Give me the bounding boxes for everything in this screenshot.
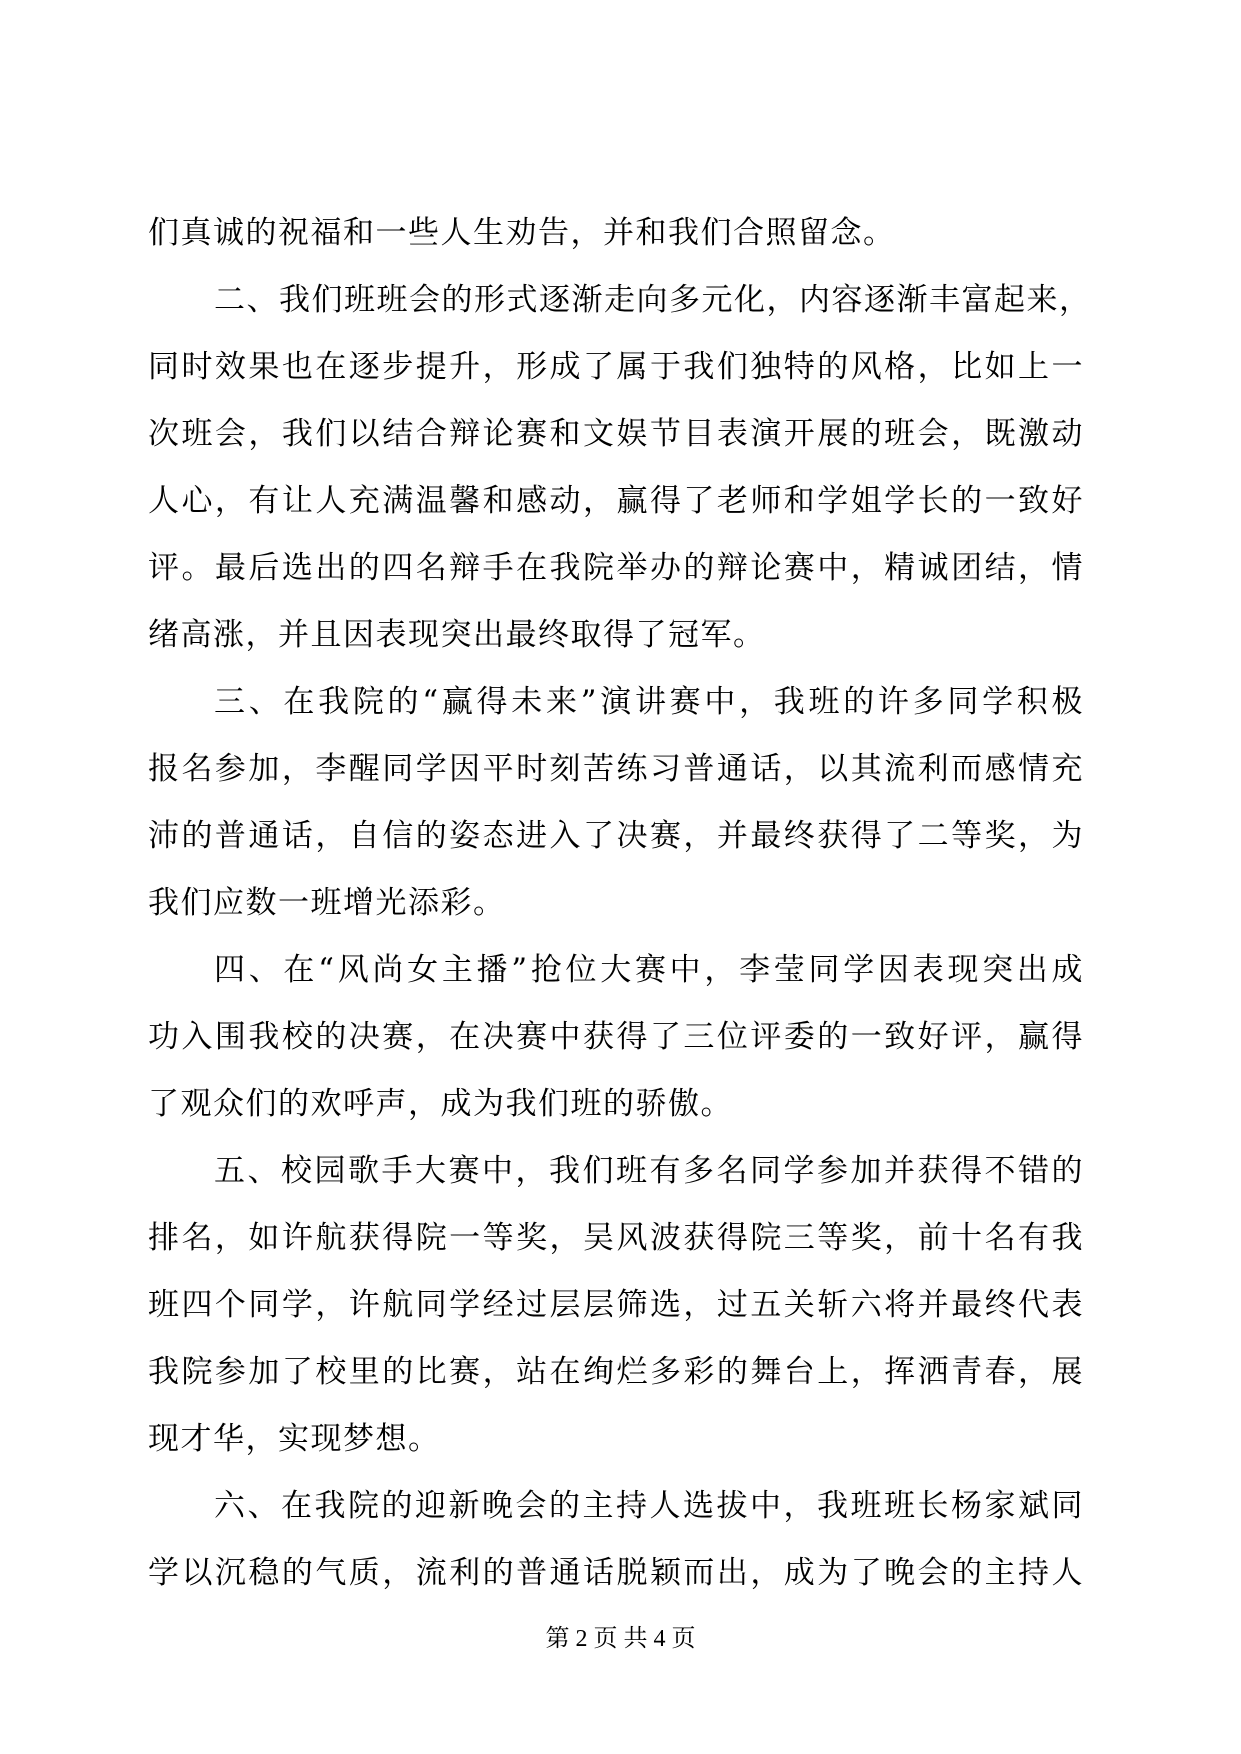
text-line: 沛的普通话，自信的姿态进入了决赛，并最终获得了二等奖，为 [148,818,1084,854]
text-line: 班四个同学，许航同学经过层层筛选，过五关斩六将并最终代表 [148,1287,1084,1323]
text-line: 排名，如许航获得院一等奖，吴风波获得院三等奖，前十名有我 [148,1220,1084,1256]
text-line: 同时效果也在逐步提升，形成了属于我们独特的风格，比如上一 [148,349,1084,385]
text-line: 们真诚的祝福和一些人生劝告，并和我们合照留念。 [148,215,896,251]
text-line: 功入围我校的决赛，在决赛中获得了三位评委的一致好评，赢得 [148,1019,1084,1055]
text-line: 了观众们的欢呼声，成为我们班的骄傲。 [148,1086,733,1122]
text-line: 六、在我院的迎新晚会的主持人选拔中，我班班长杨家斌同 [214,1488,1084,1524]
text-line: 学以沉稳的气质，流利的普通话脱颖而出，成为了晚会的主持人 [148,1555,1084,1591]
text-line: 报名参加，李醒同学因平时刻苦练习普通话，以其流利而感情充 [148,751,1084,787]
text-line: 次班会，我们以结合辩论赛和文娱节目表演开展的班会，既激动 [148,416,1084,452]
document-body [148,200,1092,1607]
text-line: 三、在我院的“赢得未来”演讲赛中，我班的许多同学积极 [214,684,1084,720]
text-line: 评。最后选出的四名辩手在我院举办的辩论赛中，精诚团结，情 [148,550,1084,586]
page-footer: 第 2 页 共 4 页 [545,1626,696,1652]
text-line: 四、在“风尚女主播”抢位大赛中，李莹同学因表现突出成 [214,952,1084,988]
text-line: 五、校园歌手大赛中，我们班有多名同学参加并获得不错的 [214,1153,1084,1189]
text-line: 二、我们班班会的形式逐渐走向多元化，内容逐渐丰富起来， [214,282,1092,318]
text-line: 现才华，实现梦想。 [148,1421,441,1457]
text-line: 人心，有让人充满温馨和感动，赢得了老师和学姐学长的一致好 [148,483,1084,519]
text-line: 我院参加了校里的比赛，站在绚烂多彩的舞台上，挥洒青春，展 [148,1354,1084,1390]
text-line: 绪高涨，并且因表现突出最终取得了冠军。 [148,617,766,653]
text-line: 我们应数一班增光添彩。 [148,885,506,921]
